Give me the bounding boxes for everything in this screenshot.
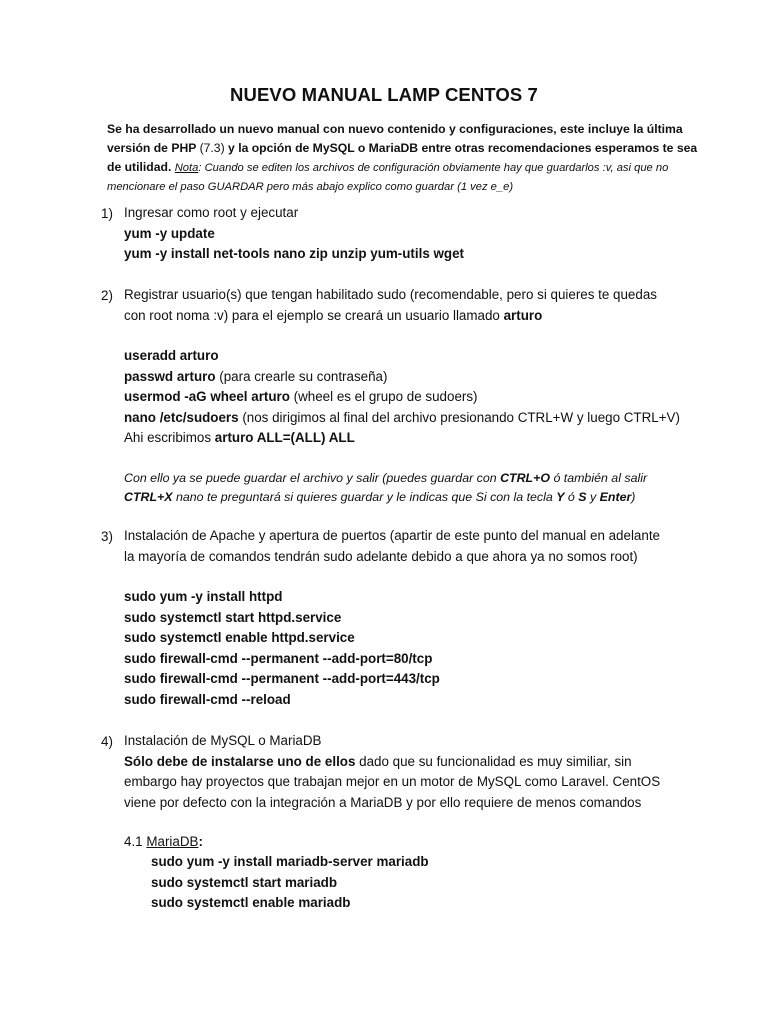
text: dado que su funcionalidad es muy similiar, sin [355, 753, 632, 769]
command: sudo systemctl enable mariadb [151, 895, 351, 910]
subsection-4-1-heading [124, 834, 203, 849]
section-2-heading-2 [124, 306, 704, 327]
subsection-4-1-commands [151, 852, 429, 914]
key-combo: CTRL+X [124, 490, 173, 504]
section-3 [124, 526, 704, 567]
command: nano /etc/sudoers [124, 409, 239, 425]
section-1-heading: Ingresar como root y ejecutar [124, 205, 299, 220]
text: Ahi escribimos [124, 430, 215, 445]
section-2-commands [124, 346, 704, 449]
section-2 [124, 285, 704, 326]
command: sudo firewall-cmd --permanent --add-port=80/tcp [124, 650, 433, 666]
emphasis: Sólo debe de instalarse uno de ellos [124, 753, 356, 769]
note-text: nano te preguntará si quieres guardar y le indicas que Si con la tecla [172, 490, 557, 504]
command: yum -y update [124, 225, 215, 241]
subsection-name: MariaDB [146, 834, 199, 849]
command: yum -y install net-tools nano zip unzip yum-utils wget [124, 246, 464, 261]
intro-line-1: Se ha desarrollado un nuevo manual con nuevo contenido y configuraciones, este incluye la última [107, 122, 683, 136]
note-text: ó [564, 490, 579, 504]
command: passwd arturo [124, 368, 216, 384]
section-4-line-3: embargo hay proyectos que trabajan mejor en un motor de MySQL como Laravel. CentOS [124, 774, 661, 789]
intro-line-2 [107, 139, 697, 158]
section-2-save-note [124, 469, 704, 507]
key: Y [556, 490, 565, 504]
intro-line-4: mencionare el paso GUARDAR pero más abajo explico como guardar (1 vez e_e) [107, 181, 514, 193]
command: useradd arturo [124, 348, 219, 363]
command: sudo systemctl enable httpd.service [124, 630, 355, 645]
section-1 [124, 203, 704, 265]
colon: : [198, 834, 203, 849]
command: sudo yum -y install httpd [124, 589, 283, 604]
note-text: ó también al salir [550, 471, 648, 485]
intro-paragraph [107, 120, 697, 197]
text: con root noma :v) para el ejemplo se creará un usuario llamado [124, 307, 504, 323]
section-1-number: 1) [101, 206, 113, 221]
note-text: Con ello ya se puede guardar el archivo y salir (puedes guardar con [124, 471, 501, 485]
key: S [578, 490, 587, 504]
section-3-number: 3) [101, 529, 113, 544]
key-combo: CTRL+O [500, 471, 550, 485]
intro-text: de utilidad. [107, 160, 175, 174]
username: arturo [503, 307, 543, 323]
intro-text: y la opción de MySQL o MariaDB entre otras recomendaciones esperamos te sea [224, 141, 698, 155]
key: Enter [599, 490, 632, 504]
command: sudo firewall-cmd --permanent --add-port=443/tcp [124, 671, 440, 686]
note-text: y [586, 490, 600, 504]
intro-text: versión de PHP [107, 141, 200, 155]
command: sudo systemctl start mariadb [151, 874, 338, 890]
section-4-heading: Instalación de MySQL o MariaDB [124, 733, 322, 748]
section-2-number: 2) [101, 288, 113, 303]
intro-line-3 [107, 158, 697, 178]
section-4-line-4: viene por defecto con la integración a MariaDB y por ello requiere de menos comandos [124, 794, 642, 810]
php-version: (7.3) [199, 141, 225, 155]
command: sudo yum -y install mariadb-server mariadb [151, 854, 429, 869]
note-text: : Cuando se editen los archivos de configuración obviamente hay que guardarlos :v, asi que no [198, 162, 669, 174]
comment: (para crearle su contraseña) [215, 368, 388, 384]
command: sudo firewall-cmd --reload [124, 691, 291, 707]
comment: (nos dirigimos al final del archivo presionando CTRL+W y luego CTRL+V) [238, 409, 680, 425]
section-4 [124, 731, 704, 813]
command: sudo systemctl start httpd.service [124, 609, 342, 625]
section-3-heading-2: la mayoría de comandos tendrán sudo adelante debido a que ahora ya no somos root) [124, 548, 638, 564]
command: arturo ALL=(ALL) ALL [214, 430, 355, 445]
section-2-heading: Registrar usuario(s) que tengan habilitado sudo (recomendable, pero si quieres te quedas [124, 287, 657, 302]
note-text: ) [631, 490, 636, 504]
section-4-number: 4) [101, 734, 113, 749]
note-label: Nota [174, 162, 199, 174]
command: usermod -aG wheel arturo [124, 389, 290, 404]
section-3-heading: Instalación de Apache y apertura de puertos (apartir de este punto del manual en adelante [124, 528, 660, 543]
comment: (wheel es el grupo de sudoers) [289, 389, 478, 404]
section-3-commands [124, 587, 704, 710]
document-title: NUEVO MANUAL LAMP CENTOS 7 [230, 84, 538, 105]
subsection-number: 4.1 [124, 834, 147, 849]
